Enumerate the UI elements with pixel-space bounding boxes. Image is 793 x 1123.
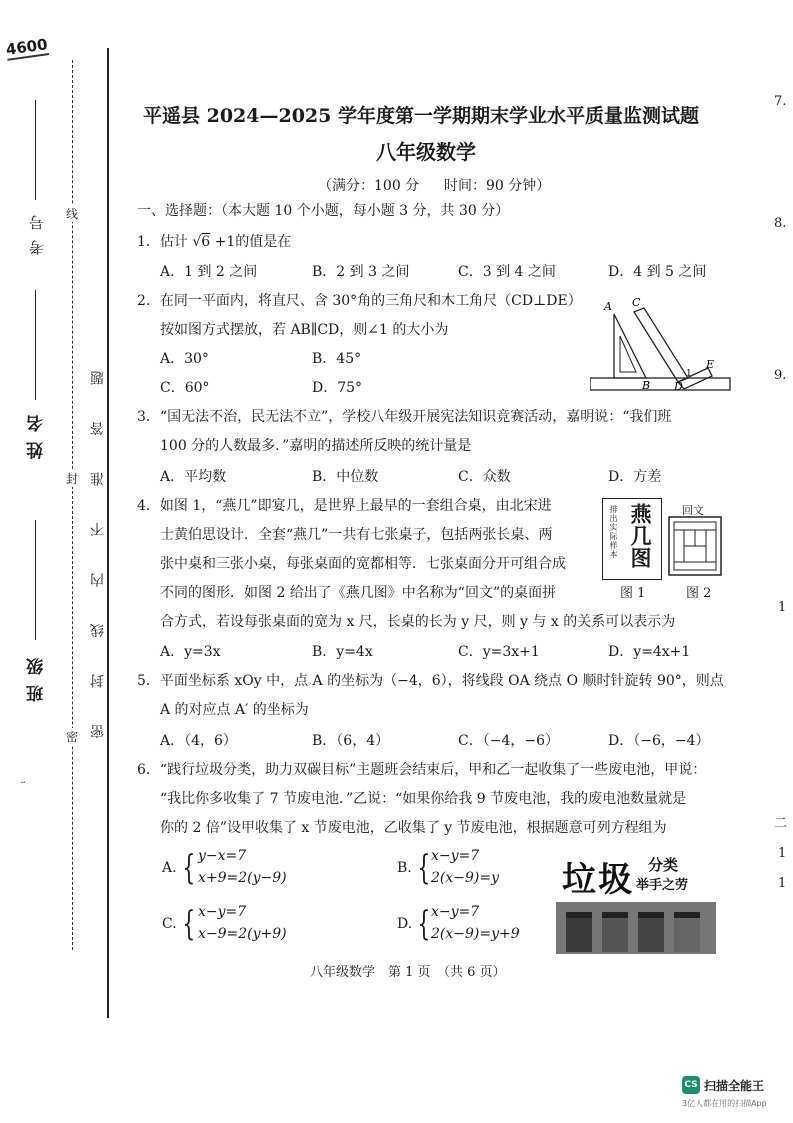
q5-stem-line2: A 的对应点 A′ 的坐标为: [160, 702, 309, 718]
q4-figure1: [602, 498, 662, 580]
q3-option-a: A．平均数: [160, 469, 227, 485]
ruler: [590, 378, 730, 390]
q2-option-a: A．30°: [160, 351, 209, 367]
q1-option-c: C．3 到 4 之间: [458, 264, 556, 280]
banner-small-text-1: 分类: [648, 856, 679, 874]
q5-option-c: C．（−4，−6）: [458, 733, 559, 749]
option-label: D.: [397, 916, 413, 932]
q3-option-b: B．中位数: [312, 469, 379, 485]
student-id-label: 考号: [28, 205, 46, 255]
edge-mark: 8.: [774, 216, 787, 231]
q1-option-d: D．4 到 5 之间: [608, 264, 707, 280]
q4-stem-line4: 不同的图形．如图 2 给出了《燕几图》中名称为“回文”的桌面拼: [160, 585, 557, 601]
student-id-underline: [35, 100, 36, 200]
q5-option-b: B．（6，4）: [312, 733, 390, 749]
q1-option-b: B．2 到 3 之间: [312, 264, 410, 280]
seal-dashed-line: [72, 60, 73, 950]
edge-mark: 1: [778, 846, 787, 861]
seal-xian: 线: [66, 207, 79, 221]
q5-option-a: A．（4，6）: [160, 733, 237, 749]
q1-stem: [137, 232, 291, 252]
equation-1: x−y=7: [431, 848, 480, 864]
q1-option-a: A．1 到 2 之间: [160, 264, 258, 280]
option-label: B.: [397, 860, 412, 876]
brace: {: [417, 848, 431, 888]
equation-1: y−x=7: [198, 848, 247, 864]
equation-2: x+9=2(y−9): [198, 870, 287, 886]
q4-figure2: [668, 504, 722, 578]
scanner-logo-icon: CS: [682, 1076, 700, 1094]
label-1: 1: [686, 369, 692, 379]
equation-1: x−y=7: [431, 904, 480, 920]
bin-icon: [602, 912, 628, 952]
figure1-caption: 图 1: [620, 586, 646, 601]
edge-mark: 7.: [774, 94, 787, 109]
q6-stem-line2: “我比你多收集了 7 节废电池．”乙说：“如果你给我 9 节废电池，我的废电池数量就是: [160, 791, 687, 807]
q5-option-d: D．（−6，−4）: [608, 733, 710, 749]
bin-icon: [638, 912, 664, 952]
exam-time: 时间：90 分钟）: [444, 178, 551, 194]
q2-stem-line1: 2．在同一平面内，将直尺、含 30°角的三角尺和木工角尺（CD⊥DE）: [137, 293, 582, 309]
label-c: C: [632, 296, 641, 309]
name-underline: [35, 290, 36, 400]
sqrt-symbol: √6: [192, 234, 211, 250]
exam-title: 平遥县 2024—2025 学年度第一学期期末学业水平质量监测试题: [143, 105, 699, 127]
q3-option-c: C．众数: [458, 469, 511, 485]
label-b: B: [642, 379, 651, 392]
q4-option-c: C．y=3x+1: [458, 644, 540, 660]
q2-figure: [590, 296, 735, 398]
label-e: E: [706, 358, 715, 371]
q1-stem-start: 1．估计: [137, 234, 188, 250]
margin-mark: ¨: [20, 780, 26, 794]
seal-mi: 密: [66, 730, 79, 744]
margin-solid-line: [107, 48, 109, 1018]
banner-big-text: 垃圾: [562, 860, 634, 900]
scanner-tagline: 3亿人都在用的扫描App: [682, 1099, 767, 1108]
q4-stem-line5: 合方式，若设每张桌面的宽为 x 尺，长桌的长为 y 尺，则 y 与 x 的关系可以表示为: [160, 614, 676, 630]
q3-stem-line1: 3．“国无法不治，民无法不立”，学校八年级开展宪法知识竞赛活动，嘉明说：“我们班: [137, 409, 672, 425]
edge-mark: 1: [778, 876, 787, 891]
scanner-watermark: [682, 1074, 788, 1114]
q2-stem-line2: 按如图方式摆放，若 AB∥CD，则∠1 的大小为: [160, 322, 449, 338]
q4-stem-line3: 张中桌和三张小桌，每张桌面的宽都相等．七张桌面分开可组合成: [160, 556, 566, 572]
scanner-app-name: 扫描全能王: [704, 1079, 765, 1093]
class-label: 班级: [27, 648, 47, 702]
q4-option-d: D．y=4x+1: [608, 644, 691, 660]
class-underline: [35, 520, 36, 640]
q2-option-d: D．75°: [312, 380, 363, 396]
seal-feng: 封: [66, 472, 79, 486]
recycling-bins: [556, 902, 716, 954]
equation-2: 2(x−9)=y+9: [431, 926, 520, 942]
equation-1: x−y=7: [198, 904, 247, 920]
figure2-tables: [668, 516, 722, 576]
figure1-side-text: 排出实际样本: [609, 505, 618, 559]
brace: {: [182, 848, 196, 888]
bin-icon: [566, 912, 592, 952]
page-footer: 八年级数学 第 1 页 （共 6 页）: [310, 965, 506, 980]
q3-stem-line2: 100 分的人数最多．”嘉明的描述所反映的统计量是: [160, 438, 472, 454]
q2-option-b: B．45°: [312, 351, 362, 367]
q4-option-a: A．y=3x: [160, 644, 221, 660]
subject-title: 八年级数学: [376, 140, 476, 164]
q4-stem-line1: 4．如图 1，“燕几”即宴几，是世界上最早的一套组合桌，由北宋进: [137, 498, 552, 514]
q2-option-c: C．60°: [160, 380, 210, 396]
edge-mark: 二: [774, 816, 788, 831]
q6-stem-line1: 6．“践行垃圾分类，助力双碳目标”主题班会结束后，甲和乙一起收集了一些废电池，甲说：: [137, 762, 707, 778]
q1-radicand: 6: [201, 234, 211, 250]
name-label: 姓名: [27, 405, 47, 459]
figure1-title: 燕几图: [628, 503, 653, 569]
figure2-caption: 图 2: [686, 586, 712, 601]
q1-stem-end: +1的值是在: [214, 234, 292, 250]
bin-icon: [674, 912, 700, 952]
full-score: （满分：100 分: [318, 178, 420, 194]
q4-option-b: B．y=4x: [312, 644, 373, 660]
banner-small-text-2: 举手之劳: [636, 878, 689, 893]
equation-2: 2(x−9)=y: [431, 870, 500, 886]
brace: {: [417, 904, 431, 944]
brace: {: [182, 904, 196, 944]
q6-stem-line3: 你的 2 倍”设甲收集了 x 节废电池，乙收集了 y 节废电池，根据题意可列方程组为: [160, 820, 667, 836]
edge-mark: 9.: [774, 368, 787, 383]
edge-mark: 1: [778, 600, 787, 615]
seal-warning-text: 密 封 线 内 不 准 答 题: [90, 355, 106, 739]
option-label: C.: [162, 916, 177, 932]
q4-stem-line2: 士黄伯思设计．全套“燕几”一共有七张桌子，包括两张长桌、两: [160, 527, 553, 543]
label-a: A: [604, 300, 612, 313]
equation-2: x−9=2(y+9): [198, 926, 287, 942]
figure2-title: 回文: [682, 504, 704, 517]
q5-stem-line1: 5．平面坐标系 xOy 中，点 A 的坐标为（−4，6），将线段 OA 绕点 O 顺时针旋转 90°，则点: [137, 673, 724, 689]
label-d: D: [674, 380, 683, 393]
corner-number: 4600: [4, 35, 49, 59]
option-label: A.: [162, 860, 177, 876]
q3-option-d: D．方差: [608, 469, 662, 485]
garbage-sorting-banner: [556, 848, 716, 954]
section-heading: 一、选择题：（本大题 10 个小题，每小题 3 分，共 30 分）: [137, 203, 510, 219]
